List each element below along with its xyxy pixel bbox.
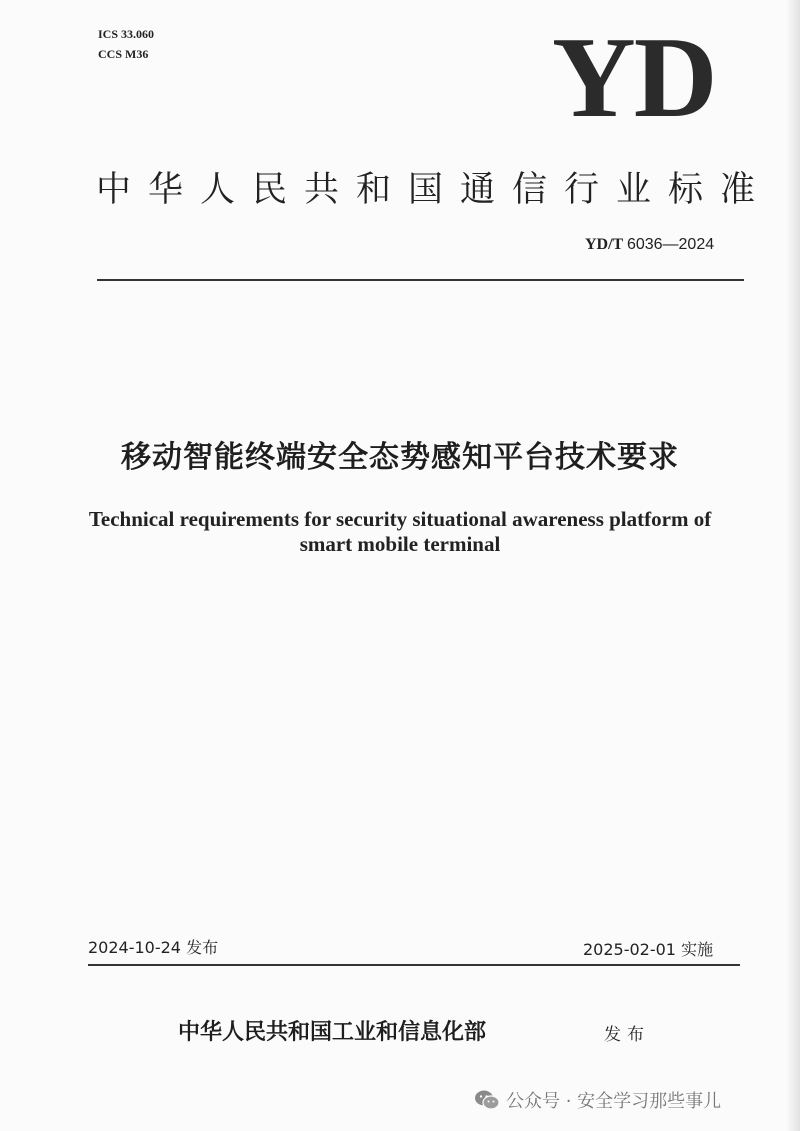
title-en-line-1: Technical requirements for security situational awareness platform of: [88, 507, 712, 531]
issue-date: 2024-10-24 发布: [88, 938, 219, 957]
org-title: 中华人民共和国通信行业标准: [96, 170, 773, 210]
title-en-line-2: smart mobile terminal: [299, 532, 501, 556]
wechat-icon: [474, 1089, 500, 1111]
document-title-cn: 移动智能终端安全态势感知平台技术要求: [121, 440, 679, 475]
watermark: [474, 1085, 721, 1115]
implementation-date: 2025-02-01 实施: [583, 940, 714, 959]
standard-prefix: YD/T: [585, 236, 623, 253]
watermark-text: 公众号 · 安全学习那些事儿: [506, 1091, 722, 1112]
classification-codes: [98, 24, 154, 64]
ics-code: ICS 33.060: [98, 27, 155, 41]
bottom-divider: [88, 964, 740, 966]
document-title-en: [60, 507, 740, 557]
top-divider: [97, 279, 744, 281]
standard-code: 6036—2024: [626, 236, 715, 253]
yd-logo: YD: [552, 14, 716, 142]
scan-edge-shadow: [786, 0, 800, 1131]
ccs-code: CCS M36: [98, 47, 149, 61]
publisher-name: 中华人民共和国工业和信息化部: [178, 1019, 487, 1045]
publish-label: 发布: [604, 1025, 650, 1045]
standard-number: [585, 236, 714, 254]
